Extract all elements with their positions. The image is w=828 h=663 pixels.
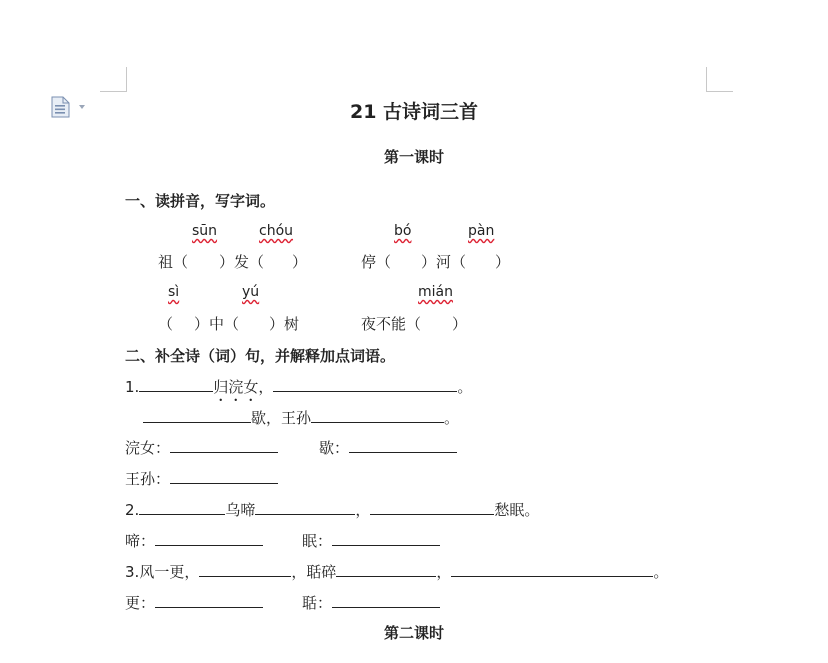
q3-blank-1[interactable] [199, 562, 291, 577]
row2-open: （ [158, 315, 174, 333]
row2-zhong: ）中（ [194, 315, 240, 333]
row2-shu: ）树 [269, 315, 300, 333]
d1-line-c [125, 468, 278, 489]
q3-sep: ， [436, 563, 452, 581]
d1-line-b [319, 437, 457, 458]
q2-text2: 愁眠。 [494, 501, 540, 519]
q2-sep: ， [355, 501, 371, 519]
q1-number: 1. [125, 378, 140, 396]
pinyin-sun: sūn [192, 223, 218, 239]
q2-line [125, 499, 539, 520]
q1-line2 [143, 407, 459, 428]
d1-wangsun-blank[interactable] [170, 469, 278, 484]
q2-text1: 乌啼 [225, 501, 256, 519]
pinyin-pan: pàn [468, 223, 495, 239]
q1-end: 。 [457, 378, 473, 396]
page-corner-mark-right [706, 67, 733, 92]
d3-guo-blank[interactable] [332, 593, 440, 608]
d1-huannv-label: 浣女： [125, 439, 171, 457]
lesson-two-heading: 第二课时 [383, 624, 444, 642]
q2-blank-2[interactable] [255, 500, 355, 515]
q3-line [125, 561, 668, 582]
row1-close: ） [292, 253, 308, 271]
pinyin-yu: yú [242, 284, 260, 300]
page-title: 21 古诗词三首 [349, 101, 479, 123]
pinyin-chou: chóu [259, 223, 294, 239]
d2-line-b [302, 530, 440, 551]
d1-xie-label: 歇： [319, 439, 350, 457]
d1-line-a [125, 437, 278, 458]
d2-line-a [125, 530, 263, 551]
d3-line-a [125, 592, 263, 613]
d2-mian-label: 眠： [302, 532, 333, 550]
q1-blank-1[interactable] [139, 377, 213, 392]
row2-close: ） [452, 315, 468, 333]
row2-ye: 夜不能（ [361, 315, 422, 333]
q3-text1: 风一更， [139, 563, 200, 581]
q1-text1: 归浣女， [213, 378, 274, 396]
q2-blank-1[interactable] [139, 500, 225, 515]
d2-ti-blank[interactable] [155, 531, 263, 546]
row1-ting: 停（ [361, 253, 392, 271]
q1-blank-2[interactable] [273, 377, 457, 392]
q3-number: 3. [125, 563, 140, 581]
d3-line-b [302, 592, 440, 613]
d3-geng-blank[interactable] [155, 593, 263, 608]
d2-ti-label: 啼： [125, 532, 156, 550]
q1-blank-3[interactable] [143, 408, 251, 423]
q2-blank-3[interactable] [370, 500, 494, 515]
pinyin-bo: bó [394, 223, 412, 239]
q3-blank-2[interactable] [336, 562, 436, 577]
page-corner-mark-left [100, 67, 127, 92]
q3-text2: ，聒碎 [291, 563, 337, 581]
d1-huannv-blank[interactable] [170, 438, 278, 453]
q1-blank-4[interactable] [311, 408, 444, 423]
section-one-heading: 一、读拼音，写字词。 [125, 192, 276, 210]
row1-fa: ）发（ [219, 253, 265, 271]
d2-mian-blank[interactable] [332, 531, 440, 546]
q3-blank-3[interactable] [451, 562, 653, 577]
row1-close2: ） [495, 253, 511, 271]
q3-end: 。 [653, 563, 669, 581]
section-two-heading: 二、补全诗（词）句，并解释加点词语。 [125, 347, 396, 365]
d3-guo-label: 聒： [302, 594, 333, 612]
d1-xie-blank[interactable] [349, 438, 457, 453]
pinyin-mian: mián [418, 284, 453, 300]
q1-text2: 歇，王孙 [251, 409, 312, 427]
lesson-one-heading: 第一课时 [383, 148, 444, 166]
d3-geng-label: 更： [125, 594, 156, 612]
row1-he: ）河（ [421, 253, 467, 271]
q1-line1 [125, 376, 472, 405]
pinyin-si: sì [168, 284, 180, 300]
q2-number: 2. [125, 501, 140, 519]
d1-wangsun-label: 王孙： [125, 470, 171, 488]
q1-end2: 。 [444, 409, 460, 427]
row1-zu: 祖（ [158, 253, 189, 271]
